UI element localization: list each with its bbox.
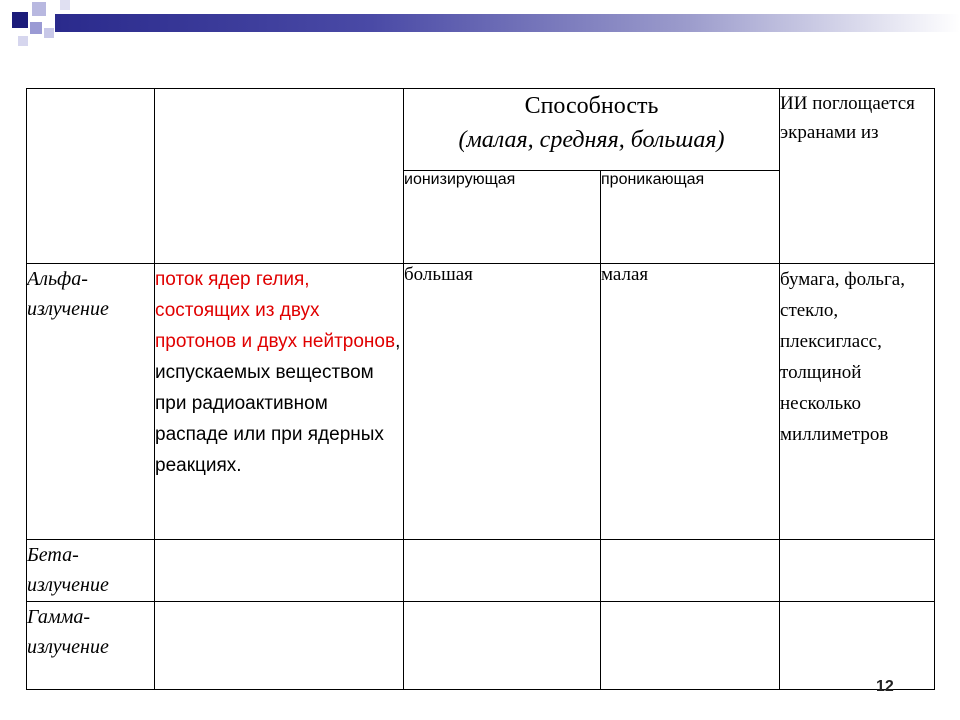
alpha-penetrating: малая <box>601 264 780 540</box>
deco-square-2 <box>32 2 46 16</box>
beta-definition <box>155 540 404 602</box>
alpha-definition <box>155 264 404 540</box>
slide-decoration <box>0 0 960 60</box>
table-row-beta <box>27 540 935 602</box>
alpha-definition-rest: , испускаемых веществом при радиоактивном распаде или при ядерных реакциях. <box>155 331 401 476</box>
row-label-alpha: Альфа-излучение <box>27 264 155 540</box>
ionizing-header: ионизирующая <box>404 171 601 264</box>
beta-ionizing <box>404 540 601 602</box>
row-label-beta: Бета-излучение <box>27 540 155 602</box>
alpha-ionizing: большая <box>404 264 601 540</box>
beta-screens <box>780 540 935 602</box>
gamma-screens <box>780 602 935 690</box>
alpha-definition-highlight: поток ядер гелия, состоящих из двух протонов и двух нейтронов <box>155 269 396 352</box>
alpha-screens: бумага, фольга, стекло, плексигласс, толщиной несколько миллиметров <box>780 264 935 540</box>
gamma-definition <box>155 602 404 690</box>
page-number: 12 <box>876 678 894 695</box>
row-label-gamma: Гамма-излучение <box>27 602 155 690</box>
ability-header <box>404 89 780 171</box>
gamma-penetrating <box>601 602 780 690</box>
deco-square-4 <box>44 28 54 38</box>
ability-subtitle: (малая, средняя, большая) <box>458 127 725 153</box>
deco-square-5 <box>18 36 28 46</box>
radiation-table <box>26 88 935 690</box>
table-row-alpha <box>27 264 935 540</box>
deco-square-1 <box>12 12 28 28</box>
table-row-gamma <box>27 602 935 690</box>
penetrating-header: проникающая <box>601 171 780 264</box>
beta-penetrating <box>601 540 780 602</box>
ability-title: Способность <box>524 93 659 119</box>
header-gradient-bar <box>55 14 960 32</box>
gamma-ionizing <box>404 602 601 690</box>
deco-square-6 <box>60 0 70 10</box>
header-empty-cell-2 <box>155 89 404 264</box>
screens-header: ИИ поглощается экранами из <box>780 89 935 264</box>
deco-square-3 <box>30 22 42 34</box>
header-empty-cell-1 <box>27 89 155 264</box>
